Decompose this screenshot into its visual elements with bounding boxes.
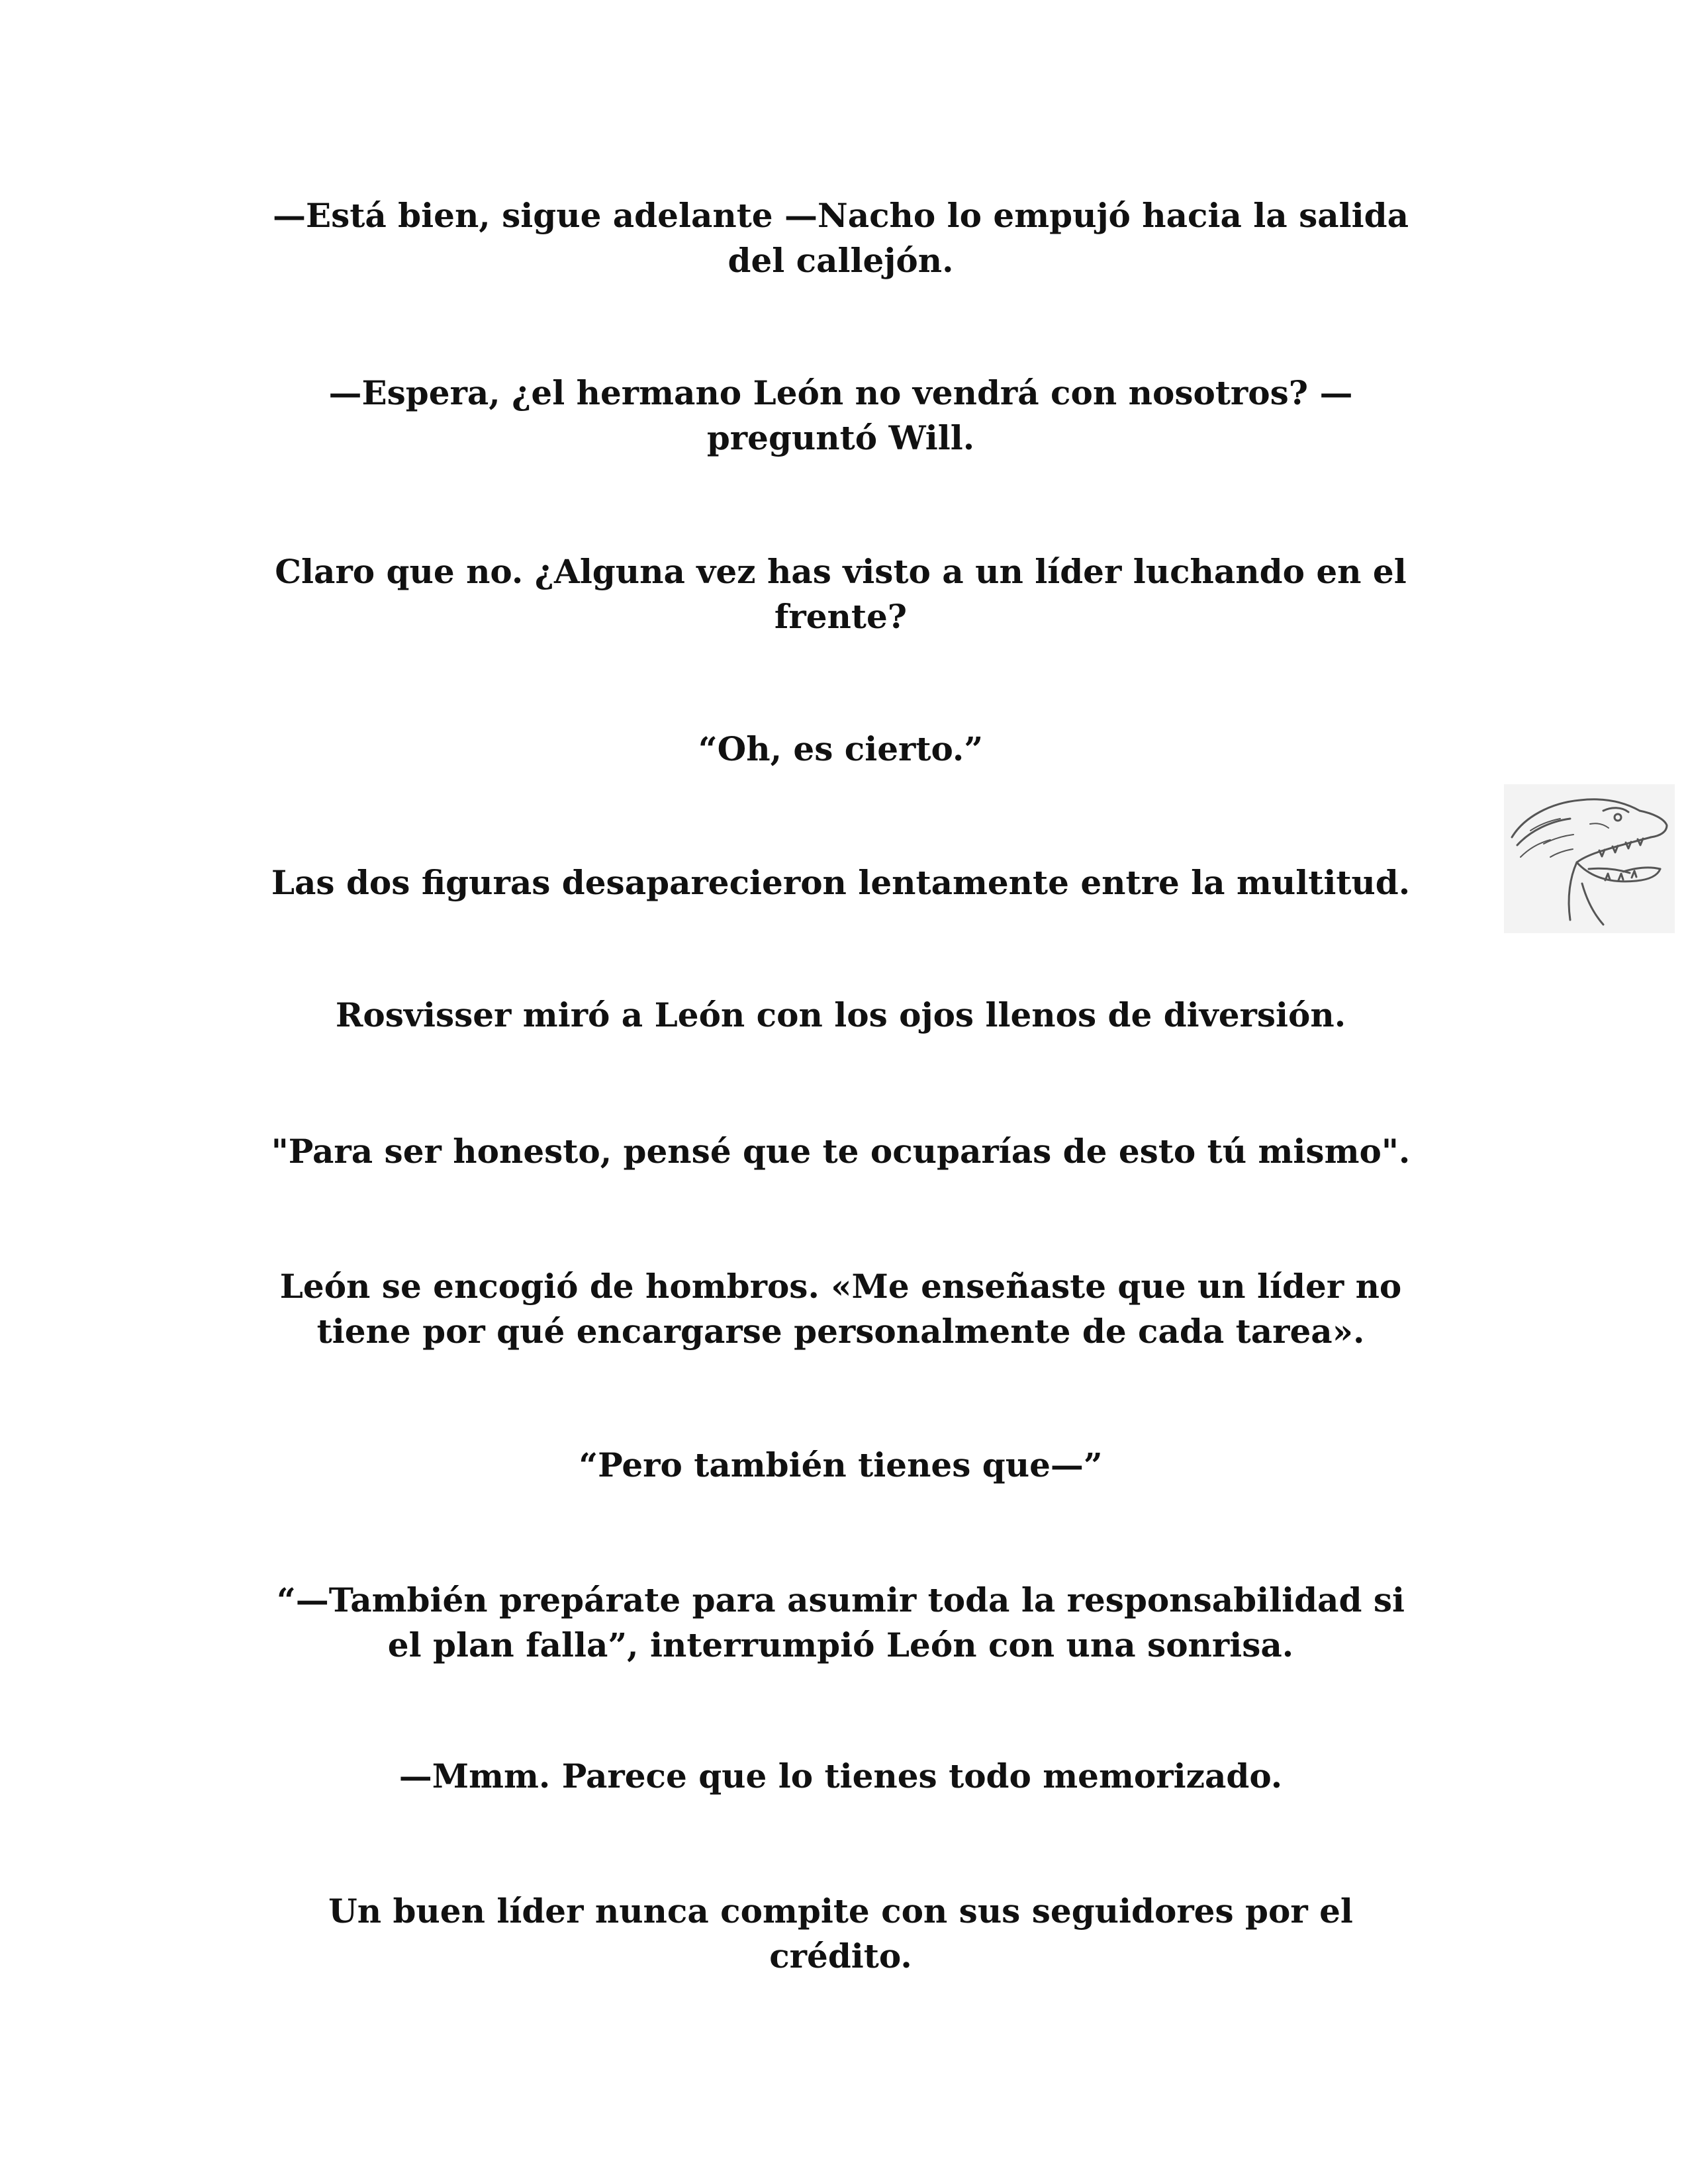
dinosaur-head-sketch (1504, 784, 1675, 933)
paragraph-9-line-1: “Pero también tienes que—” (579, 1445, 1103, 1484)
paragraph-6 (218, 993, 1463, 1038)
paragraph-3-line-1: Claro que no. ¿Alguna vez has visto a un líder luchando en el (275, 552, 1407, 591)
paragraph-12-line-2: crédito. (769, 1936, 912, 1976)
paragraph-10-line-1: “—También prepárate para asumir toda la responsabilidad si (277, 1580, 1405, 1619)
paragraph-1 (218, 193, 1463, 283)
paragraph-8-line-2: tiene por qué encargarse personalmente de cada tarea». (316, 1312, 1365, 1351)
paragraph-1-line-2: del callejón. (727, 241, 954, 280)
dinosaur-head-icon (1504, 784, 1675, 933)
paragraph-7 (218, 1129, 1463, 1174)
paragraph-1-line-1: —Está bien, sigue adelante —Nacho lo empujó hacia la salida (273, 196, 1409, 235)
paragraph-3 (218, 549, 1463, 639)
paragraph-12-line-1: Un buen líder nunca compite con sus seguidores por el (328, 1891, 1353, 1931)
paragraph-10-line-2: el plan falla”, interrumpió León con una sonrisa. (387, 1625, 1294, 1664)
paragraph-5 (218, 860, 1463, 905)
paragraph-5-line-1: Las dos figuras desaparecieron lentamente entre la multitud. (271, 863, 1411, 902)
paragraph-3-line-2: frente? (774, 597, 908, 636)
paragraph-6-line-1: Rosvisser miró a León con los ojos llenos de diversión. (335, 995, 1346, 1034)
paragraph-9 (218, 1443, 1463, 1488)
paragraph-2-line-1: —Espera, ¿el hermano León no vendrá con nosotros? — (328, 373, 1353, 412)
paragraph-8-line-1: León se encogió de hombros. «Me enseñaste que un líder no (279, 1267, 1402, 1306)
paragraph-8 (218, 1264, 1463, 1354)
paragraph-11 (218, 1754, 1463, 1799)
paragraph-7-line-1: "Para ser honesto, pensé que te ocuparías de esto tú mismo". (271, 1132, 1411, 1171)
paragraph-10 (218, 1578, 1463, 1668)
paragraph-12 (218, 1889, 1463, 1979)
paragraph-11-line-1: —Mmm. Parece que lo tienes todo memorizado. (399, 1756, 1283, 1796)
paragraph-2 (218, 371, 1463, 461)
paragraph-2-line-2: preguntó Will. (706, 418, 975, 457)
paragraph-4 (218, 727, 1463, 772)
paragraph-4-line-1: “Oh, es cierto.” (698, 729, 984, 768)
